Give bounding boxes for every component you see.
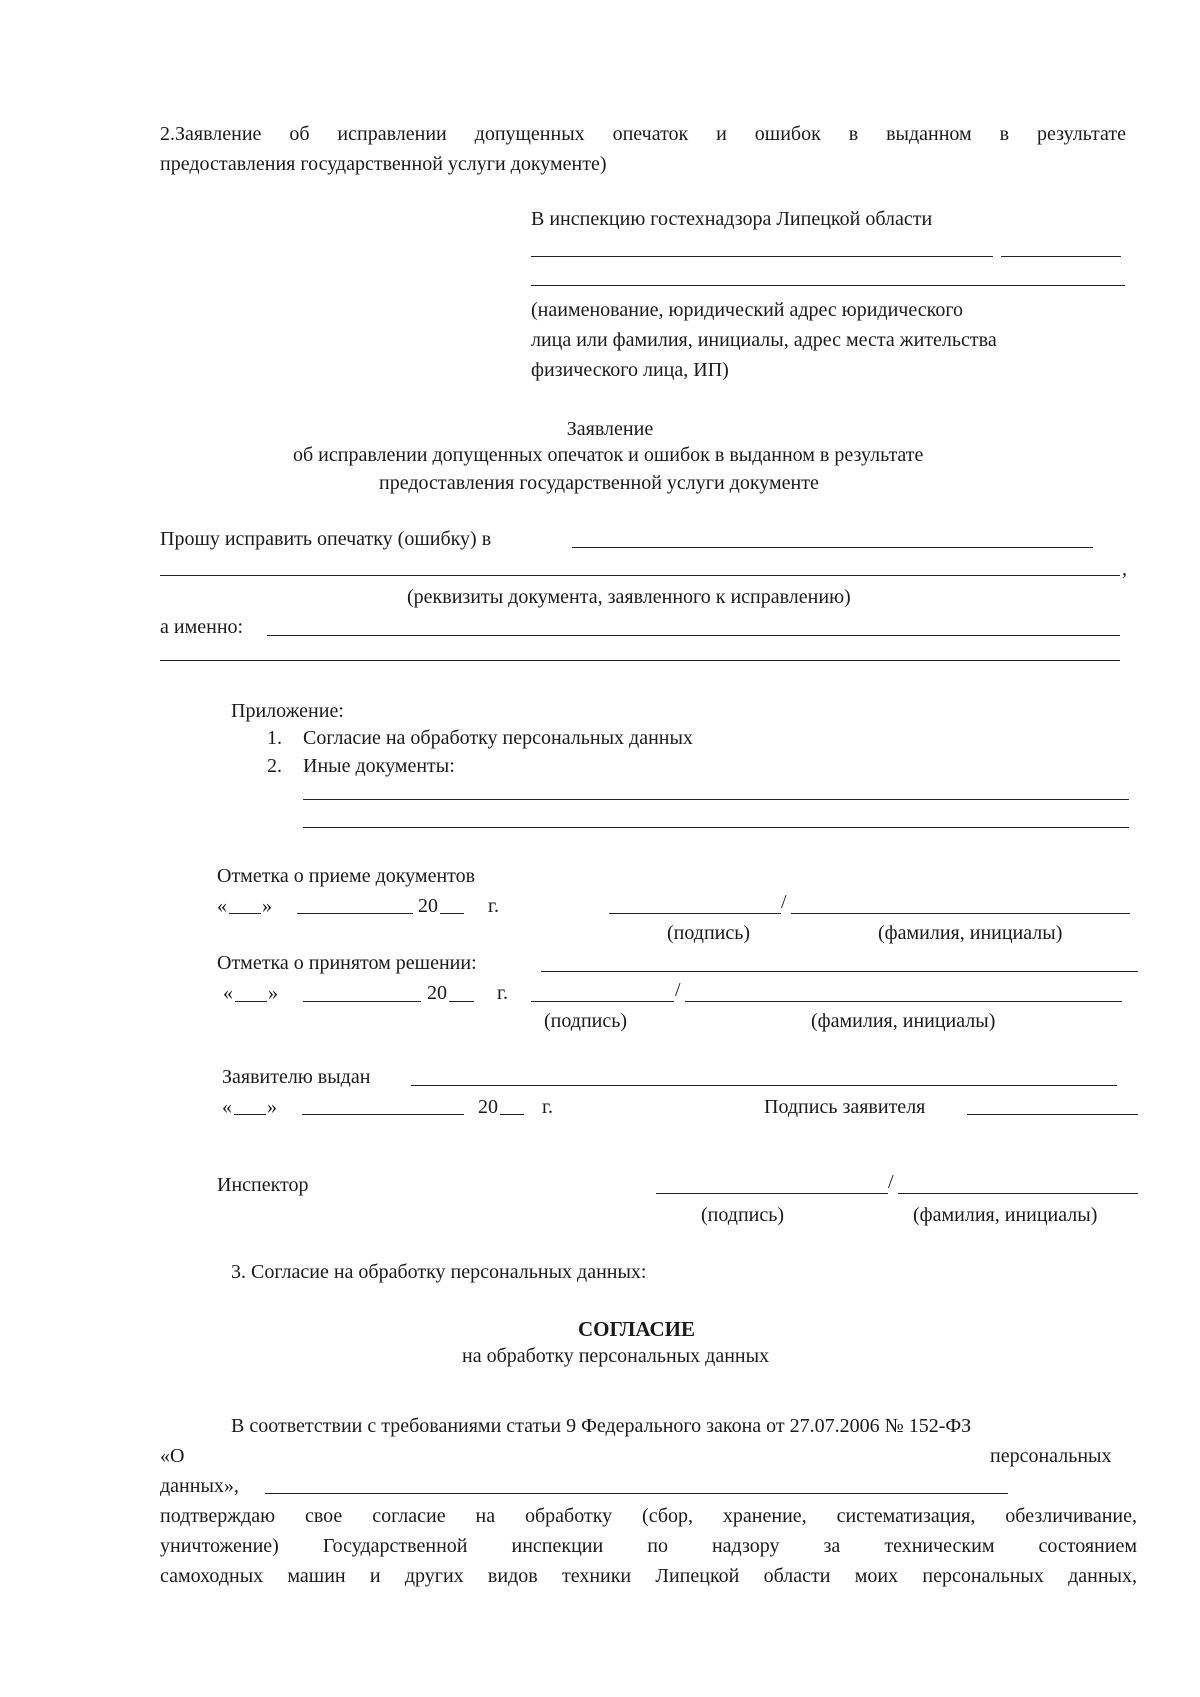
inspector-sign-line — [656, 1193, 888, 1194]
inspector-name-line — [898, 1193, 1138, 1194]
title-line3: предоставления государственной услуги документе — [379, 472, 819, 494]
issued-year-line — [500, 1114, 524, 1115]
title-line2: об исправлении допущенных опечаток и ошибок в выданном в результате — [293, 444, 924, 466]
addressee-note-3: физического лица, ИП) — [531, 359, 729, 381]
receipt-slash: / — [781, 891, 787, 913]
request-comma: , — [1122, 558, 1127, 580]
addressee-note-1: (наименование, юридический адрес юридического — [531, 299, 964, 321]
addressee-line-1b — [1001, 256, 1121, 257]
receipt-sign-label: (подпись) — [667, 922, 751, 944]
decision-sign-line — [531, 1001, 674, 1002]
receipt-year-line — [440, 913, 464, 914]
request-hint: (реквизиты документа, заявленного к исправлению) — [407, 586, 851, 608]
decision-g: г. — [497, 982, 508, 1004]
consent-subtitle: на обработку персональных данных — [462, 1345, 770, 1367]
title-word — [160, 416, 1200, 442]
issued-month-line — [302, 1114, 464, 1115]
decision-slash: / — [675, 979, 681, 1001]
addressee-to: В инспекцию гостехнадзора Липецкой области — [531, 208, 933, 230]
section3-heading: 3. Согласие на обработку персональных данных: — [231, 1261, 647, 1283]
title-word-text: Заявление — [566, 418, 654, 440]
section2-line1: 2.Заявление об исправлении допущенных опечаток и ошибок в выданном в результате — [160, 123, 1126, 145]
consent-para-data: данных», — [160, 1475, 239, 1497]
receipt-day-line — [229, 913, 261, 914]
decision-name-line — [685, 1001, 1122, 1002]
receipt-name-label: (фамилия, инициалы) — [878, 922, 1063, 944]
decision-sign-label: (подпись) — [544, 1010, 628, 1032]
decision-day-line — [235, 1001, 267, 1002]
consent-line5: уничтожение) Государственной инспекции по надзору за техническим состоянием — [160, 1535, 1137, 1557]
consent-para-o: «О — [160, 1445, 185, 1467]
decision-year: 20 — [427, 982, 447, 1004]
consent-line4: подтверждаю свое согласие на обработку (сбор, хранение, систематизация, обезличивание, — [160, 1505, 1137, 1527]
consent-name-line — [265, 1493, 1008, 1494]
receipt-month-line — [297, 913, 413, 914]
section2-line2: предоставления государственной услуги документе) — [160, 153, 607, 175]
addressee-line-1a — [531, 256, 993, 257]
appendix-line-2 — [303, 827, 1129, 828]
receipt-year: 20 — [418, 895, 438, 917]
addressee-line-2 — [531, 285, 1125, 286]
issued-year: 20 — [478, 1096, 498, 1118]
issued-day-line — [234, 1114, 266, 1115]
appendix-item2-num: 2. — [267, 755, 282, 777]
inspector-sign-label: (подпись) — [701, 1204, 785, 1226]
namely-line-1 — [267, 635, 1120, 636]
appendix-heading: Приложение: — [231, 700, 344, 722]
request-namely: а именно: — [160, 616, 244, 638]
decision-heading: Отметка о принятом решении: — [217, 952, 477, 974]
consent-para-line1: В соответствии с требованиями статьи 9 Федерального закона от 27.07.2006 № 152-ФЗ — [231, 1415, 972, 1437]
consent-line6: самоходных машин и других видов техники Липецкой области моих персональных данных, — [160, 1565, 1137, 1587]
issued-g: г. — [542, 1096, 553, 1118]
consent-title: СОГЛАСИЕ — [578, 1317, 695, 1341]
issued-date-open: « — [222, 1096, 232, 1118]
issued-date-close: » — [267, 1096, 277, 1118]
decision-date-close: » — [268, 982, 278, 1004]
inspector-name-label: (фамилия, инициалы) — [913, 1204, 1098, 1226]
request-line-2 — [160, 575, 1120, 576]
decision-month-line — [303, 1001, 421, 1002]
receipt-date-close: » — [262, 895, 272, 917]
inspector-slash: / — [888, 1171, 894, 1193]
namely-line-2 — [160, 660, 1120, 661]
receipt-g: г. — [488, 895, 499, 917]
issued-line — [411, 1085, 1117, 1086]
decision-line — [541, 971, 1138, 972]
appendix-item1: Согласие на обработку персональных данных — [303, 727, 693, 749]
consent-para-personal: персональных — [990, 1445, 1112, 1467]
inspector-label: Инспектор — [217, 1174, 309, 1196]
request-prefix: Прошу исправить опечатку (ошибку) в — [160, 528, 492, 550]
receipt-date-open: « — [217, 895, 227, 917]
applicant-sign-line — [967, 1114, 1138, 1115]
appendix-item1-num: 1. — [267, 727, 282, 749]
receipt-sign-line — [609, 913, 781, 914]
appendix-item2: Иные документы: — [303, 755, 455, 777]
decision-year-line — [449, 1001, 474, 1002]
issued-applicant-sign: Подпись заявителя — [764, 1096, 926, 1118]
request-line-1 — [572, 547, 1093, 548]
receipt-heading: Отметка о приеме документов — [217, 865, 476, 887]
decision-date-open: « — [223, 982, 233, 1004]
appendix-line-1 — [303, 799, 1129, 800]
decision-name-label: (фамилия, инициалы) — [811, 1010, 996, 1032]
receipt-name-line — [791, 913, 1130, 914]
addressee-note-2: лица или фамилия, инициалы, адрес места жительства — [531, 329, 997, 351]
issued-heading: Заявителю выдан — [222, 1066, 371, 1088]
